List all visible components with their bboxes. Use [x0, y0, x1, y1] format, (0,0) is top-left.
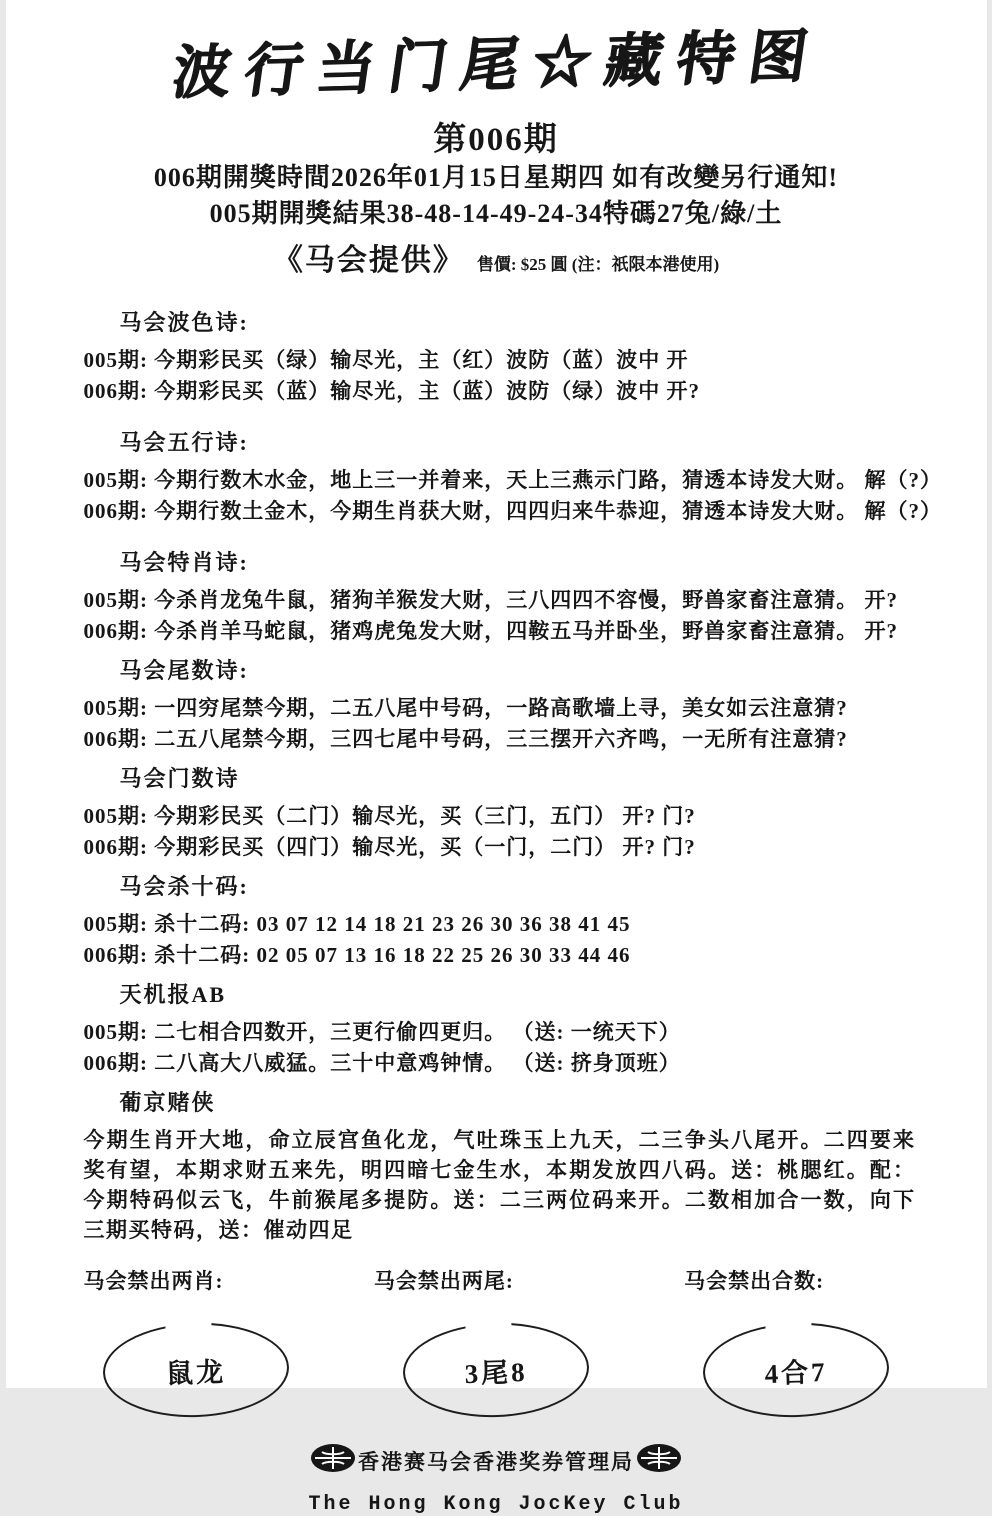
section-pujing-duxia — [84, 1089, 987, 1245]
ban-column-zodiac — [46, 1267, 346, 1417]
ban-column-tail — [346, 1267, 646, 1417]
ban-value: 3尾8 — [464, 1356, 529, 1389]
ban-label: 马会禁出合数: — [684, 1269, 825, 1293]
footer-org-cn: 香港赛马会香港奖券管理局 — [358, 1450, 634, 1474]
section-kill-codes — [84, 873, 987, 971]
poem-line: 005期: 二七相合四数开，三更行偷四更归。 （送: 一统天下） — [83, 1020, 681, 1044]
section-heading: 马会特肖诗: — [119, 550, 249, 575]
poem-line: 005期: 今期行数木水金，地上三一并着来，天上三燕示门路，猜透本诗发大财。 解（?） — [83, 468, 942, 492]
footer-org-en: The Hong Kong JocKey Club — [308, 1493, 684, 1516]
poem-line: 006期: 今期彩民买（四门）输尽光，买（一门，二门） 开? 门? — [83, 835, 696, 859]
section-bose-poem — [84, 309, 987, 407]
section-texiao-poem — [84, 549, 987, 647]
ban-value: 鼠龙 — [165, 1356, 227, 1389]
section-heading: 马会波色诗: — [119, 310, 249, 335]
section-weishu-poem — [84, 657, 987, 755]
poem-line: 006期: 二八高大八威猛。三十中意鸡钟情。 （送: 挤身顶班） — [83, 1051, 681, 1075]
provider-name: 《马会提供》 — [272, 244, 465, 277]
poem-line: 006期: 二五八尾禁今期，三四七尾中号码，三三摆开六齐鸣，一无所有注意猜? — [83, 727, 848, 751]
footer-org-line — [310, 1443, 682, 1479]
poem-line: 006期: 今期彩民买（蓝）输尽光，主（蓝）波防（绿）波中 开? — [83, 379, 700, 403]
poem-line: 005期: 一四穷尾禁今期，二五八尾中号码，一路高歌墙上寻，美女如云注意猜? — [83, 696, 848, 720]
provider-line — [6, 240, 987, 287]
ban-ellipse — [702, 1320, 891, 1420]
banned-items-row — [46, 1267, 947, 1417]
section-wuxing-poem — [84, 429, 987, 527]
issue-number: 第006期 — [433, 122, 559, 158]
poem-line: 006期: 今杀肖羊马蛇鼠，猪鸡虎兔发大财，四鞍五马并卧坐，野兽家畜注意猜。 开? — [83, 619, 898, 643]
section-heading: 葡京赌侠 — [119, 1090, 216, 1115]
section-heading: 马会门数诗 — [119, 766, 240, 791]
ban-ellipse — [401, 1320, 590, 1420]
section-heading: 马会尾数诗: — [119, 658, 249, 683]
price-note: 售價: $25 圓 (注：祇限本港使用) — [476, 255, 720, 274]
kill-codes-line: 006期: 杀十二码: 02 05 07 13 16 18 22 25 26 30 33 44 46 — [83, 943, 631, 967]
page-title: 波行当门尾☆藏特图 — [167, 21, 826, 107]
ban-value: 4合7 — [764, 1356, 829, 1389]
ban-label: 马会禁出两尾: — [373, 1269, 514, 1293]
poem-line: 006期: 今期行数土金木，今期生肖获大财，四四归来牛恭迎，猜透本诗发大财。 解（?） — [83, 499, 942, 523]
section-heading: 天机报AB — [119, 982, 227, 1007]
draw-time-notice: 006期開獎時間2026年01月15日星期四 如有改變另行通知! — [153, 163, 839, 192]
poem-line: 005期: 今期彩民买（绿）输尽光，主（红）波防（蓝）波中 开 — [83, 348, 689, 372]
section-tianji-report — [84, 981, 987, 1079]
jockey-club-seal-icon — [636, 1443, 682, 1479]
footer — [6, 1443, 987, 1516]
section-heading: 马会杀十码: — [119, 874, 249, 899]
poem-line: 005期: 今期彩民买（二门）输尽光，买（三门，五门） 开? 门? — [83, 804, 696, 828]
ban-column-sum — [646, 1267, 946, 1417]
section-menshu-poem — [84, 765, 987, 863]
section-heading: 马会五行诗: — [119, 430, 249, 455]
ban-ellipse — [101, 1320, 290, 1420]
tip-sheet-page — [6, 0, 987, 1516]
pujing-paragraph: 今期生肖开大地，命立辰宫鱼化龙，气吐珠玉上九天，二三争头八尾开。二四要来奖有望，本期求财五来先，明四暗七金生水，本期发放四八码。送：桃腮红。配：今期特码似云飞，牛前猴尾多提防。送：二三两位码来开。二数相加合一数，向下三期买特码，送：催动四足 — [83, 1128, 916, 1242]
ban-label: 马会禁出两肖: — [83, 1269, 224, 1293]
previous-result-line: 005期開獎結果38-48-14-49-24-34特碼27兔/綠/土 — [209, 199, 783, 228]
kill-codes-line: 005期: 杀十二码: 03 07 12 14 18 21 23 26 30 36 38 41 45 — [83, 912, 631, 936]
poem-line: 005期: 今杀肖龙兔牛鼠，猪狗羊猴发大财，三八四四不容慢，野兽家畜注意猜。 开? — [83, 588, 898, 612]
jockey-club-seal-icon — [310, 1443, 356, 1479]
